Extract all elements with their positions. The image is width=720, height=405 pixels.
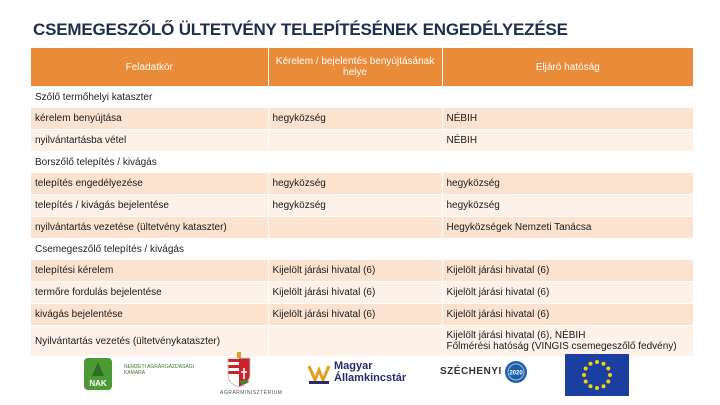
cell-task: kivágás bejelentése xyxy=(31,304,268,326)
section-row xyxy=(31,239,693,260)
allamkincstar-line2: Államkincstár xyxy=(334,372,407,384)
cell-task: telepítés engedélyezése xyxy=(31,173,268,195)
szechenyi-name: SZÉCHENYI xyxy=(440,366,502,377)
footer-logos xyxy=(80,352,680,400)
eu-flag-icon xyxy=(565,354,629,396)
table-row xyxy=(31,108,693,130)
cell-submission: Kijelölt járási hivatal (6) xyxy=(268,304,442,326)
nak-name: NEMZETI AGRÁRGAZDASÁGI KAMARA xyxy=(124,364,195,376)
section-label: Csemegeszőlő telepítés / kivágás xyxy=(31,239,693,260)
nak-abbr: NAK xyxy=(89,379,107,388)
cell-task: termőre fordulás bejelentése xyxy=(31,282,268,304)
table-row xyxy=(31,173,693,195)
page-title: CSEMEGESZŐLŐ ÜLTETVÉNY TELEPÍTÉSÉNEK ENGEDÉLYEZÉSE xyxy=(33,20,568,39)
cell-authority: hegyközség xyxy=(442,173,693,195)
cell-authority: Kijelölt járási hivatal (6) xyxy=(442,260,693,282)
cell-task: Nyilvántartás vezetés (ültetvénykataszter) xyxy=(31,326,268,357)
coat-of-arms-icon xyxy=(225,352,253,388)
nak-emblem-icon xyxy=(80,356,116,392)
szechenyi-badge-icon xyxy=(504,360,528,384)
cell-authority: NÉBIH xyxy=(442,130,693,152)
cell-submission: hegyközség xyxy=(268,108,442,130)
cell-task: nyilvántartás vezetése (ültetvény kataszter) xyxy=(31,217,268,239)
section-label: Borszőlő telepítés / kivágás xyxy=(31,152,693,173)
table-row xyxy=(31,304,693,326)
authority-table xyxy=(31,48,693,357)
section-label: Szőlő termőhelyi kataszter xyxy=(31,87,693,108)
cell-authority: hegyközség xyxy=(442,195,693,217)
table-row xyxy=(31,217,693,239)
cell-authority: Kijelölt járási hivatal (6) xyxy=(442,304,693,326)
allamkincstar-line1: Magyar xyxy=(334,360,373,372)
section-row xyxy=(31,87,693,108)
cell-submission: Kijelölt járási hivatal (6) xyxy=(268,282,442,304)
cell-authority-line2: Főlmérési hatóság (VINGIS csemegeszőlő fedvény) xyxy=(446,341,677,352)
agrarminiszterium-logo xyxy=(220,352,283,396)
cell-submission: Kijelölt járási hivatal (6) xyxy=(268,260,442,282)
eu-flag-logo xyxy=(565,354,629,401)
cell-task: kérelem benyújtása xyxy=(31,108,268,130)
cell-submission xyxy=(268,130,442,152)
agrarminiszterium-name: AGRÁRMINISZTÉRIUM xyxy=(220,390,283,396)
allamkincstar-logo xyxy=(307,360,407,391)
cell-submission xyxy=(268,217,442,239)
header-feladatkor: Feladatkör xyxy=(31,48,268,87)
cell-authority: Hegyközségek Nemzeti Tanácsa xyxy=(442,217,693,239)
table-header-row xyxy=(31,48,693,87)
cell-submission: hegyközség xyxy=(268,173,442,195)
allamkincstar-emblem-icon xyxy=(307,362,331,386)
cell-authority: NÉBIH xyxy=(442,108,693,130)
header-eljaro-hatosag: Eljáró hatóság xyxy=(442,48,693,87)
cell-task: nyilvántartásba vétel xyxy=(31,130,268,152)
table-row xyxy=(31,195,693,217)
table-row xyxy=(31,282,693,304)
table-row xyxy=(31,260,693,282)
cell-task: telepítés / kivágás bejelentése xyxy=(31,195,268,217)
cell-authority: Kijelölt járási hivatal (6) xyxy=(442,282,693,304)
section-row xyxy=(31,152,693,173)
cell-authority-line1: Kijelölt járási hivatal (6), NÉBIH xyxy=(446,330,586,341)
cell-task: telepítési kérelem xyxy=(31,260,268,282)
szechenyi-year: 2020 xyxy=(509,370,523,377)
table-row xyxy=(31,130,693,152)
cell-submission: hegyközség xyxy=(268,195,442,217)
header-kerelem-helye: Kérelem / bejelentés benyújtásának helye xyxy=(268,48,442,87)
